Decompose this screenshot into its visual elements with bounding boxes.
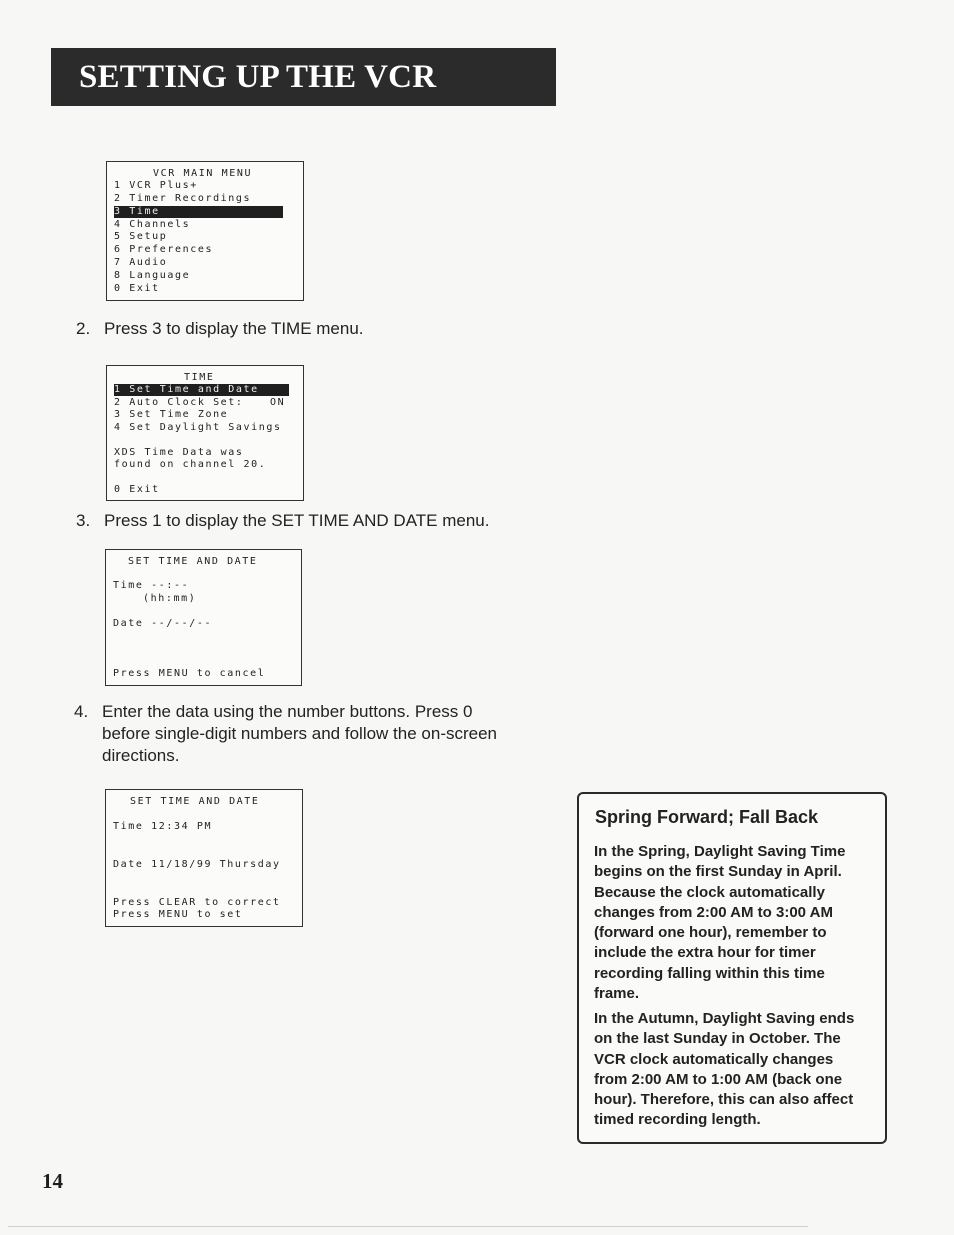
- menu-item-channels: 4 Channels: [114, 219, 191, 230]
- sidebar-paragraph-spring: [594, 842, 879, 1004]
- sidebar-title: Spring Forward; Fall Back: [595, 807, 819, 827]
- sidebar-line: recording falling within this time: [594, 964, 825, 982]
- menu-item-timer-recordings: 2 Timer Recordings: [114, 193, 252, 204]
- menu-item-time-selected: 3 Time: [114, 206, 283, 218]
- step-number: 2.: [76, 319, 91, 338]
- sidebar-line: (forward one hour), remember to: [594, 924, 827, 942]
- set-time-date-filled-screen: [105, 789, 303, 927]
- date-field: Date 11/18/99 Thursday: [113, 859, 281, 870]
- page-title: SETTING UP THE VCR: [79, 59, 437, 95]
- step-text-line3: directions.: [102, 746, 180, 765]
- page-number: 14: [42, 1169, 63, 1193]
- time-format-hint: (hh:mm): [143, 593, 197, 604]
- sidebar-line: Because the clock automatically: [594, 883, 825, 901]
- screen-footer-line2: Press MENU to set: [113, 909, 243, 920]
- sidebar-line: from 2:00 AM to 1:00 AM (back one: [594, 1070, 843, 1088]
- step-text-line1: Enter the data using the number buttons. Press 0: [102, 702, 473, 721]
- step-text: Press 3 to display the TIME menu.: [104, 319, 364, 338]
- menu-item-preferences: 6 Preferences: [114, 244, 214, 255]
- sidebar-line: hour). Therefore, this can also affect: [594, 1091, 854, 1109]
- xds-message-line1: XDS Time Data was: [114, 447, 244, 458]
- sidebar-line: VCR clock automatically changes: [594, 1050, 834, 1068]
- sidebar-line: changes from 2:00 AM to 3:00 AM: [594, 903, 833, 921]
- daylight-saving-sidebar: [577, 792, 887, 1144]
- time-field: Time 12:34 PM: [113, 821, 213, 832]
- step-number: 4.: [74, 702, 89, 721]
- screen-footer: Press MENU to cancel: [113, 668, 266, 679]
- screen-title: SET TIME AND DATE: [128, 556, 258, 567]
- screen-title: VCR MAIN MENU: [153, 168, 253, 179]
- screen-footer-line1: Press CLEAR to correct: [113, 897, 281, 908]
- time-menu-screen: [106, 365, 304, 501]
- menu-item-exit: 0 Exit: [114, 484, 160, 495]
- menu-item-auto-clock-set: 2 Auto Clock Set:: [114, 397, 244, 408]
- sidebar-paragraph-autumn: [594, 1009, 879, 1131]
- xds-message-line2: found on channel 20.: [114, 459, 267, 470]
- step-text: Press 1 to display the SET TIME AND DATE menu.: [104, 511, 490, 530]
- menu-item-set-daylight-savings: 4 Set Daylight Savings: [114, 422, 282, 433]
- set-time-date-blank-screen: [105, 549, 302, 686]
- sidebar-line: timed recording length.: [594, 1111, 761, 1129]
- menu-item-audio: 7 Audio: [114, 257, 168, 268]
- menu-item-setup: 5 Setup: [114, 231, 168, 242]
- menu-item-set-time-zone: 3 Set Time Zone: [114, 409, 229, 420]
- date-field: Date --/--/--: [113, 618, 213, 629]
- sidebar-line: begins on the first Sunday in April.: [594, 863, 842, 881]
- screen-title: TIME: [184, 372, 215, 383]
- step-3: [76, 510, 556, 532]
- sidebar-line: on the last Sunday in October. The: [594, 1030, 841, 1048]
- time-field: Time --:--: [113, 580, 190, 591]
- menu-item-set-time-date-selected: 1 Set Time and Date: [114, 384, 289, 396]
- menu-item-vcr-plus: 1 VCR Plus+: [114, 180, 198, 191]
- section-header-banner: [51, 48, 556, 106]
- step-2: [76, 318, 556, 340]
- step-text-line2: before single-digit numbers and follow the on-screen: [102, 724, 498, 743]
- screen-title: SET TIME AND DATE: [130, 796, 260, 807]
- menu-item-exit: 0 Exit: [114, 283, 160, 294]
- sidebar-line: frame.: [594, 985, 640, 1003]
- bottom-rule: [8, 1226, 808, 1227]
- sidebar-line: include the extra hour for timer: [594, 944, 816, 962]
- vcr-main-menu-screen: [106, 161, 304, 301]
- step-4: [74, 701, 554, 767]
- menu-item-language: 8 Language: [114, 270, 191, 281]
- step-number: 3.: [76, 511, 91, 530]
- sidebar-line: In the Autumn, Daylight Saving ends: [594, 1010, 855, 1027]
- sidebar-line: In the Spring, Daylight Saving Time: [594, 843, 846, 860]
- auto-clock-value: ON: [270, 397, 286, 408]
